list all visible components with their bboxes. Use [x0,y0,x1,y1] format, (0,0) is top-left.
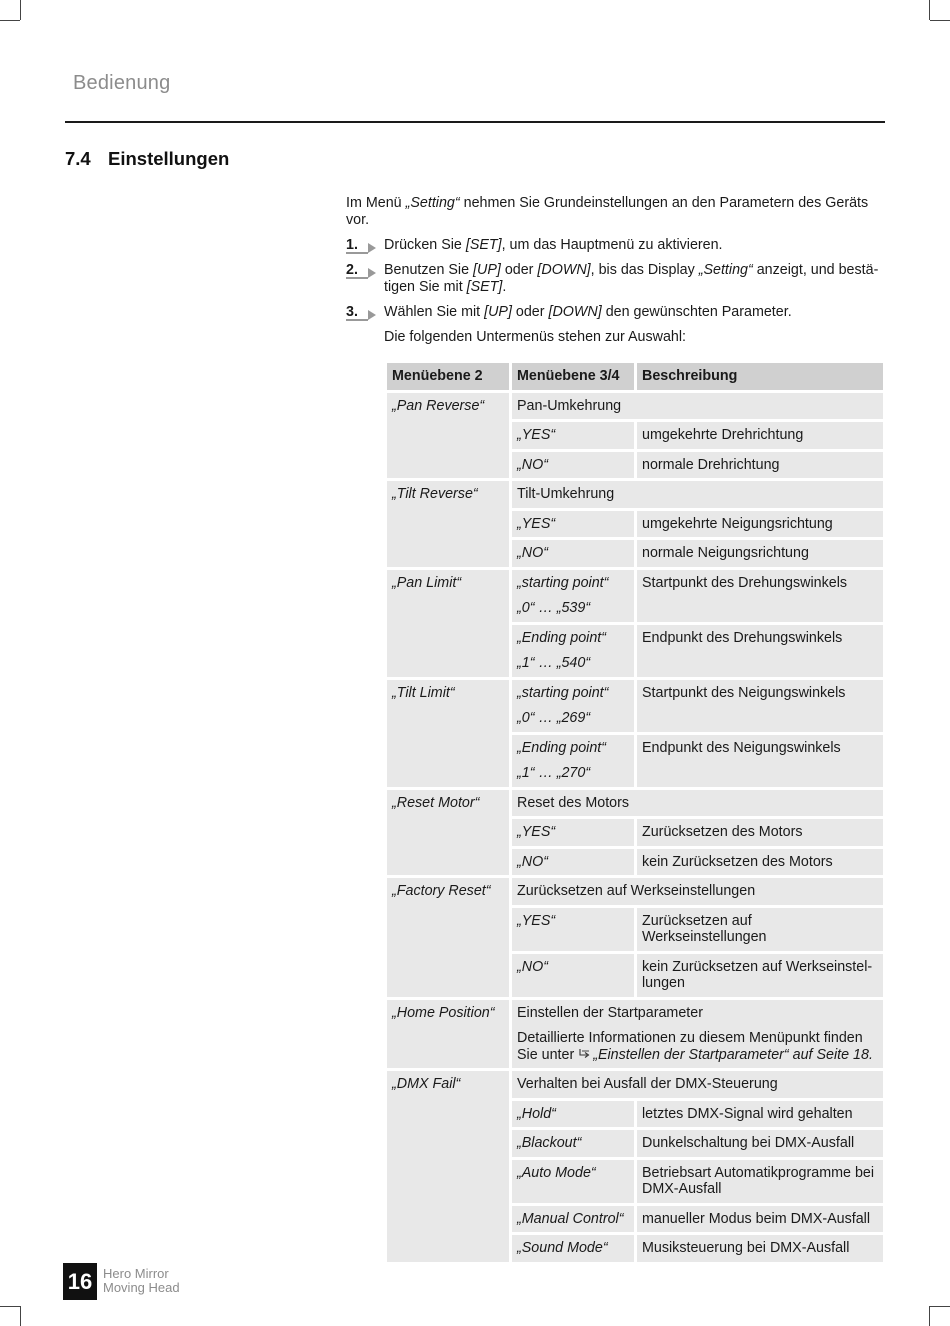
option-description: normale Drehrichtung [637,452,883,479]
option-value: „NO“ [512,849,634,876]
option-cell [512,570,634,622]
menu-item-tilt-reverse: „Tilt Reverse“ [387,481,509,567]
option-description: Endpunkt des Drehungswinkels [637,625,883,677]
step-text: Wählen Sie mit [384,304,485,320]
option-description: Musiksteuerung bei DMX-Ausfall [637,1235,883,1262]
option-description: kein Zurücksetzen des Motors [637,849,883,876]
option-value: „Manual Control“ [512,1206,634,1233]
key-name: [DOWN] [537,262,591,278]
table-row [387,790,883,817]
crop-mark [929,0,930,20]
option-description: Endpunkt des Neigungswinkels [637,735,883,787]
step-number: 2. [346,262,358,278]
option-cell [512,625,634,677]
option-description: Dunkelschaltung bei DMX-Ausfall [637,1130,883,1157]
option-value: „YES“ [512,908,634,951]
option-range: „0“ … „539“ [517,600,591,616]
menu-item-pan-reverse: „Pan Reverse“ [387,393,509,479]
menu-description: Verhalten bei Ausfall der DMX-Steuerung [512,1071,883,1098]
reference-text: Detaillierte Informationen zu diesem Menüpunkt finden Sie unter [517,1030,863,1063]
column-header: Menüebene 3/4 [512,363,634,390]
crop-mark [0,20,20,21]
step-3 [346,304,886,321]
key-name: [UP] [484,304,512,320]
menu-description: Tilt-Umkehrung [512,481,883,508]
menu-item-factory-reset: „Factory Reset“ [387,878,509,997]
option-value: „Sound Mode“ [512,1235,634,1262]
option-value: „Blackout“ [512,1130,634,1157]
step-text: Benutzen Sie [384,262,474,278]
crop-mark [20,0,21,20]
option-description: umgekehrte Drehrichtung [637,422,883,449]
option-description: Zurücksetzen des Motors [637,819,883,846]
option-value: „NO“ [512,954,634,997]
step-number: 3. [346,304,358,320]
chapter-header: Bedienung [73,72,171,94]
menu-description: Reset des Motors [512,790,883,817]
option-description: normale Neigungsrichtung [637,540,883,567]
product-name-line: Moving Head [103,1280,180,1295]
table-row [387,481,883,508]
step-2 [346,262,886,296]
key-name: [SET] [465,237,502,253]
option-range: „1“ … „270“ [517,765,591,781]
step-text: oder [511,304,549,320]
table-row [387,1000,883,1069]
option-description: kein Zurücksetzen auf Werkseinstellungen [637,954,883,997]
header-divider [65,121,885,123]
menu-description: Pan-Umkehrung [512,393,883,420]
crop-mark [929,1306,930,1326]
table-header-row [387,363,883,390]
crop-mark [0,1306,20,1307]
option-description: Startpunkt des Neigungswinkels [637,680,883,732]
product-name-line: Hero Mirror [103,1266,169,1281]
option-description: letztes DMX-Signal wird gehalten [637,1101,883,1128]
step-text: , um das Hauptmenü zu aktivieren. [501,237,723,253]
key-name: [UP] [473,262,501,278]
page-number: 16 [63,1263,97,1300]
cross-reference [517,1030,878,1063]
option-description: Betriebsart Automatikprogramme bei DMX-Ausfall [637,1160,883,1203]
intro-menu-name: „Setting“ [405,195,460,211]
step-text: oder [500,262,538,278]
option-value: „Ending point“ [517,629,607,646]
menu-item-reset-motor: „Reset Motor“ [387,790,509,876]
step-text: anzeigt, und bestätigen Sie mit [384,262,879,295]
menu-description: Einstellen der Startparameter [517,1004,703,1021]
option-value: „Ending point“ [517,739,607,756]
option-value: „YES“ [512,422,634,449]
column-header: Menüebene 2 [387,363,509,390]
option-value: „NO“ [512,452,634,479]
step-1 [346,237,886,254]
menu-description: Zurücksetzen auf Werkseinstellungen [512,878,883,905]
menu-item-pan-limit: „Pan Limit“ [387,570,509,677]
option-value: „starting point“ [517,574,609,591]
crop-mark [930,1306,950,1307]
menu-item-home-position: „Home Position“ [387,1000,509,1069]
option-value: „Hold“ [512,1101,634,1128]
menu-item-tilt-limit: „Tilt Limit“ [387,680,509,787]
menu-description-cell [512,1000,883,1069]
option-cell [512,735,634,787]
table-row [387,680,883,732]
instructions [346,195,886,357]
option-value: „NO“ [512,540,634,567]
option-cell [512,680,634,732]
option-value: „starting point“ [517,684,609,701]
option-description: umgekehrte Neigungsrichtung [637,511,883,538]
product-name [103,1267,180,1295]
table-row [387,1071,883,1098]
section-number: 7.4 [65,148,91,169]
option-description: Zurücksetzen auf Werkseinstellungen [637,908,883,951]
step-text: Drücken Sie [384,237,466,253]
menu-item-dmx-fail: „DMX Fail“ [387,1071,509,1262]
option-range: „1“ … „540“ [517,655,591,671]
option-value: „YES“ [512,819,634,846]
settings-table [384,360,886,1265]
display-text: „Setting“ [698,262,753,278]
option-value: „YES“ [512,511,634,538]
key-name: [DOWN] [548,304,602,320]
column-header: Beschreibung [637,363,883,390]
intro-paragraph [346,195,886,229]
option-range: „0“ … „269“ [517,710,591,726]
intro-text: Im Menü [346,195,406,211]
reference-link[interactable]: „Einstellen der Startparameter“ auf Seite 18. [593,1046,873,1063]
option-description: manueller Modus beim DMX-Ausfall [637,1206,883,1233]
crop-mark [20,1306,21,1326]
table-row [387,393,883,420]
section-title-text: Einstellungen [108,148,230,169]
option-description: Startpunkt des Drehungswinkels [637,570,883,622]
table-row [387,878,883,905]
step-text: , bis das Display [590,262,699,278]
key-name: [SET] [466,279,503,295]
step-number: 1. [346,237,358,253]
crop-mark [930,20,950,21]
option-value: „Auto Mode“ [512,1160,634,1203]
cross-reference-icon [578,1048,591,1060]
step-text: den gewünschten Parameter. [601,304,792,320]
section-title [65,148,229,170]
table-row [387,570,883,622]
intro-text-end: nehmen Sie Grundeinstellungen an den Parametern des Geräts vor. [346,195,869,228]
step-text: . [502,279,507,295]
submenu-intro: Die folgenden Untermenüs stehen zur Auswahl: [384,329,687,345]
